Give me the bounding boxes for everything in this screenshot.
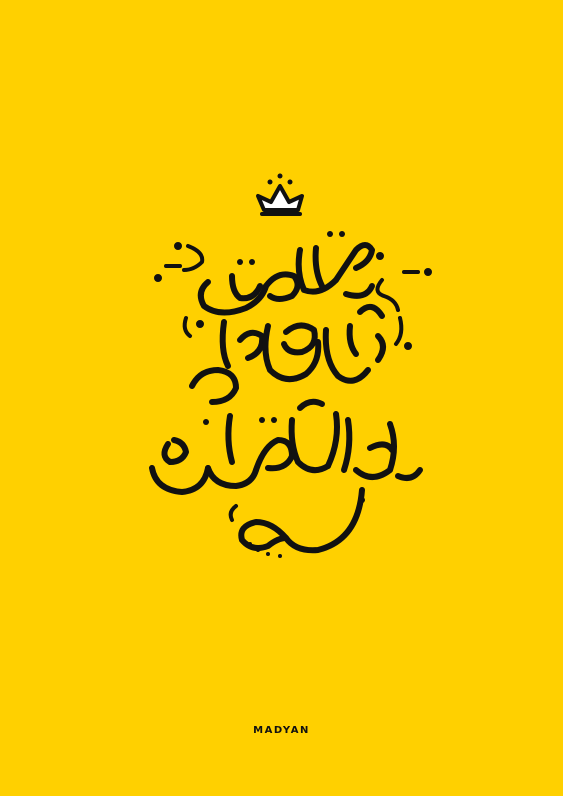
bottom-swash-icon [231, 490, 362, 558]
crown-icon [258, 174, 302, 215]
right-sparkle-icon [377, 254, 430, 348]
brand-signature: MADYAN [253, 725, 310, 736]
phrase-line2-glyphs [192, 307, 383, 402]
phrase-line1-glyphs [201, 231, 372, 313]
phrase-line3-glyphs [152, 402, 420, 503]
left-sparkle-icon [156, 244, 202, 336]
